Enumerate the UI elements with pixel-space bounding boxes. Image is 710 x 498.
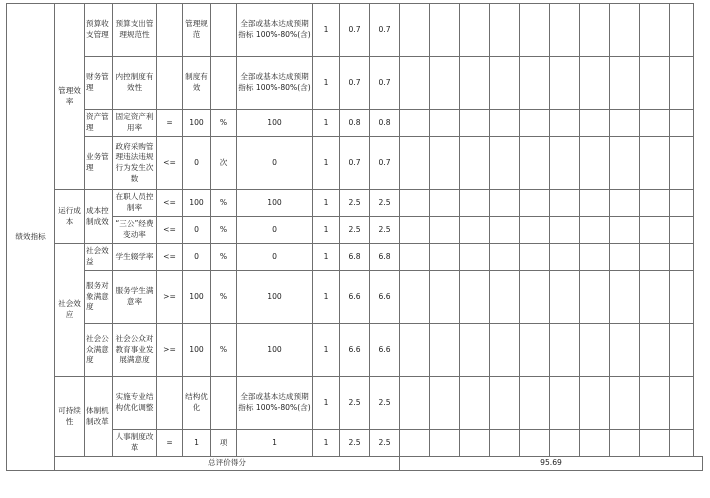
table-row — [7, 244, 703, 271]
target-value: 100 — [183, 190, 211, 217]
indicator-name: 内控制度有效性 — [113, 57, 157, 110]
indicator-name: 人事制度改革 — [113, 430, 157, 457]
target-value: 1 — [183, 430, 211, 457]
table-row — [7, 190, 703, 217]
indicator-name: 在职人员控制率 — [113, 190, 157, 217]
score: 0.7 — [340, 137, 370, 190]
target-value: 0 — [183, 217, 211, 244]
operator: <= — [157, 244, 183, 271]
weight: 1 — [313, 137, 340, 190]
unit: % — [211, 190, 237, 217]
unit — [211, 4, 237, 57]
actual-value: 0 — [237, 217, 313, 244]
score: 0.7 — [340, 57, 370, 110]
score-final: 6.6 — [370, 271, 400, 324]
indicator-name: 服务学生满意率 — [113, 271, 157, 324]
unit: % — [211, 271, 237, 324]
score: 0.7 — [340, 4, 370, 57]
actual-value: 1 — [237, 430, 313, 457]
indicator-name: 固定资产利用率 — [113, 110, 157, 137]
target-value: 0 — [183, 137, 211, 190]
weight: 1 — [313, 110, 340, 137]
actual-value: 100 — [237, 190, 313, 217]
indicator-name: 实施专业结构优化调整 — [113, 377, 157, 430]
score: 2.5 — [340, 377, 370, 430]
target-value: 管理规范 — [183, 4, 211, 57]
level2-indicator: 管理效率 — [55, 4, 85, 190]
score-final: 2.5 — [370, 190, 400, 217]
level2-indicator: 可持续性 — [55, 377, 85, 457]
weight: 1 — [313, 57, 340, 110]
level3-indicator: 业务管理 — [85, 137, 113, 190]
unit: % — [211, 217, 237, 244]
level3-indicator: 社会效益 — [85, 244, 113, 271]
score-final: 0.7 — [370, 57, 400, 110]
total-score-label: 总评价得分 — [55, 457, 400, 471]
operator: <= — [157, 190, 183, 217]
operator: = — [157, 430, 183, 457]
operator: <= — [157, 137, 183, 190]
unit: % — [211, 244, 237, 271]
operator: >= — [157, 271, 183, 324]
unit — [211, 57, 237, 110]
level3-indicator: 体制机制改革 — [85, 377, 113, 457]
target-value: 结构优化 — [183, 377, 211, 430]
table-row — [7, 137, 703, 190]
level3-indicator: 成本控制成效 — [85, 190, 113, 244]
target-value: 100 — [183, 324, 211, 377]
level3-indicator: 服务对象满意度 — [85, 271, 113, 324]
score-final: 2.5 — [370, 217, 400, 244]
operator: <= — [157, 217, 183, 244]
level3-indicator: 社会公众满意度 — [85, 324, 113, 377]
score-final: 2.5 — [370, 430, 400, 457]
weight: 1 — [313, 271, 340, 324]
level1-indicator: 绩效指标 — [7, 4, 55, 471]
unit — [211, 377, 237, 430]
weight: 1 — [313, 377, 340, 430]
indicator-name: “三公”经费变动率 — [113, 217, 157, 244]
score: 2.5 — [340, 430, 370, 457]
target-value: 0 — [183, 244, 211, 271]
actual-value: 0 — [237, 137, 313, 190]
actual-value: 100 — [237, 324, 313, 377]
weight: 1 — [313, 4, 340, 57]
operator: = — [157, 110, 183, 137]
score: 6.6 — [340, 324, 370, 377]
score-final: 0.8 — [370, 110, 400, 137]
score-final: 0.7 — [370, 4, 400, 57]
score-final: 6.8 — [370, 244, 400, 271]
score: 2.5 — [340, 190, 370, 217]
level3-indicator: 资产管理 — [85, 110, 113, 137]
table-row — [7, 324, 703, 377]
score: 0.8 — [340, 110, 370, 137]
actual-value: 0 — [237, 244, 313, 271]
table-row — [7, 4, 703, 57]
actual-value: 100 — [237, 110, 313, 137]
score-final: 0.7 — [370, 137, 400, 190]
score: 6.8 — [340, 244, 370, 271]
actual-value: 全部或基本达成预期指标 100%-80%(含) — [237, 377, 313, 430]
operator — [157, 57, 183, 110]
total-score-value: 95.69 — [400, 457, 703, 471]
target-value: 制度有效 — [183, 57, 211, 110]
operator — [157, 377, 183, 430]
weight: 1 — [313, 244, 340, 271]
table-row — [7, 271, 703, 324]
table-row — [7, 110, 703, 137]
score-final: 2.5 — [370, 377, 400, 430]
indicator-name: 政府采购管理违法违规行为发生次数 — [113, 137, 157, 190]
target-value: 100 — [183, 110, 211, 137]
level2-indicator: 社会效应 — [55, 244, 85, 377]
performance-table — [6, 3, 703, 471]
unit: % — [211, 324, 237, 377]
indicator-name: 社会公众对教育事业发展满意度 — [113, 324, 157, 377]
weight: 1 — [313, 217, 340, 244]
unit: 次 — [211, 137, 237, 190]
target-value: 100 — [183, 271, 211, 324]
score: 2.5 — [340, 217, 370, 244]
indicator-name: 学生辍学率 — [113, 244, 157, 271]
actual-value: 全部或基本达成预期指标 100%-80%(含) — [237, 57, 313, 110]
level3-indicator: 财务管理 — [85, 57, 113, 110]
actual-value: 100 — [237, 271, 313, 324]
score-final: 6.6 — [370, 324, 400, 377]
total-row — [7, 457, 703, 471]
table-row — [7, 377, 703, 430]
operator: >= — [157, 324, 183, 377]
weight: 1 — [313, 190, 340, 217]
weight: 1 — [313, 324, 340, 377]
indicator-name: 预算支出管理规范性 — [113, 4, 157, 57]
level3-indicator: 预算收支管理 — [85, 4, 113, 57]
table-row — [7, 57, 703, 110]
actual-value: 全部或基本达成预期指标 100%-80%(含) — [237, 4, 313, 57]
score: 6.6 — [340, 271, 370, 324]
unit: 项 — [211, 430, 237, 457]
unit: % — [211, 110, 237, 137]
weight: 1 — [313, 430, 340, 457]
operator — [157, 4, 183, 57]
level2-indicator: 运行成本 — [55, 190, 85, 244]
